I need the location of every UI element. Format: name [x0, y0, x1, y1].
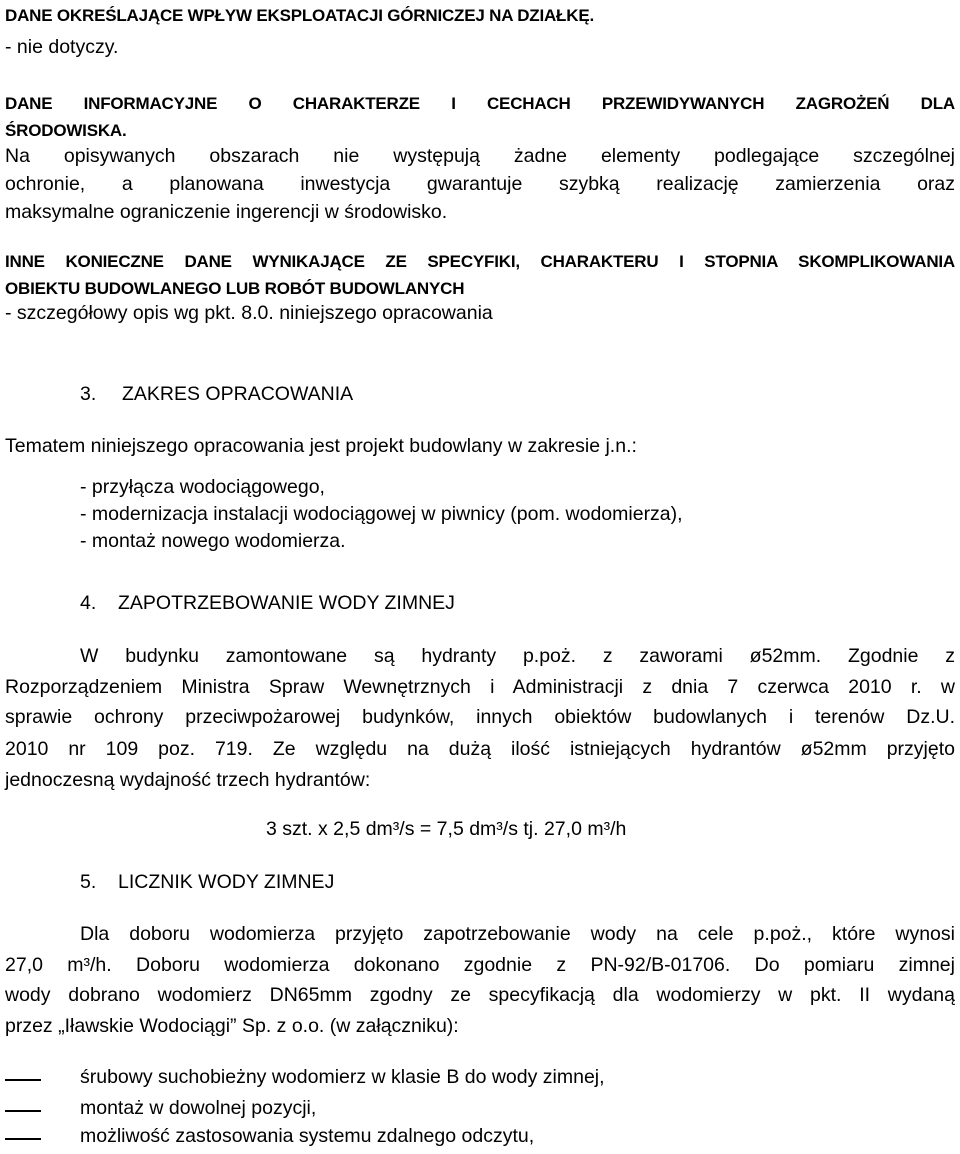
demand-line2: Rozporządzeniem Ministra Spraw Wewnętrznych i Administracji z dnia 7 czerwca 2010 r. w	[5, 676, 955, 698]
bullet-dash-icon	[5, 1138, 41, 1140]
mining-text: - nie dotyczy.	[5, 36, 119, 58]
scope-item: - przyłącza wodociągowego,	[80, 476, 325, 498]
demand-formula: 3 szt. x 2,5 dm³/s = 7,5 dm³/s tj. 27,0 m³/h	[266, 818, 627, 840]
scope-intro: Tematem niniejszego opracowania jest projekt budowlany w zakresie j.n.:	[5, 435, 637, 457]
hazards-heading-line2: ŚRODOWISKA.	[5, 121, 127, 140]
hazards-line2: ochronie, a planowana inwestycja gwarantuje szybką realizację zamierzenia oraz	[5, 173, 955, 195]
meter-bullet: możliwość zastosowania systemu zdalnego odczytu,	[80, 1125, 535, 1147]
section-4-title: ZAPOTRZEBOWANIE WODY ZIMNEJ	[118, 592, 455, 614]
meter-line2: 27,0 m³/h. Doboru wodomierza dokonano zgodnie z PN-92/B-01706. Do pomiaru zimnej	[5, 954, 955, 976]
other-text: - szczegółowy opis wg pkt. 8.0. niniejszego opracowania	[5, 302, 493, 324]
scope-item: - montaż nowego wodomierza.	[80, 530, 346, 552]
demand-line4: 2010 nr 109 poz. 719. Ze względu na dużą ilość istniejących hydrantów ø52mm przyjęto	[5, 738, 955, 760]
hazards-heading-line1: DANE INFORMACYJNE O CHARAKTERZE I CECHACH PRZEWIDYWANYCH ZAGROŻEŃ DLA	[5, 94, 955, 113]
meter-line1: Dla doboru wodomierza przyjęto zapotrzebowanie wody na cele p.poż., które wynosi	[80, 923, 955, 945]
section-3-number: 3.	[80, 383, 97, 405]
demand-line1: W budynku zamontowane są hydranty p.poż. z zaworami ø52mm. Zgodnie z	[80, 645, 955, 667]
demand-line3: sprawie ochrony przeciwpożarowej budynków, innych obiektów budowlanych i terenów Dz.U.	[5, 706, 955, 728]
section-4-number: 4.	[80, 592, 97, 614]
bullet-dash-icon	[5, 1079, 41, 1081]
meter-bullet: montaż w dowolnej pozycji,	[80, 1097, 317, 1119]
meter-line4: przez „Iławskie Wodociągi” Sp. z o.o. (w załączniku):	[5, 1015, 459, 1037]
section-3-title: ZAKRES OPRACOWANIA	[122, 383, 354, 405]
meter-line3: wody dobrano wodomierz DN65mm zgodny ze specyfikacją dla wodomierzy w pkt. II wydaną	[5, 984, 955, 1006]
other-heading-line1: INNE KONIECZNE DANE WYNIKAJĄCE ZE SPECYFIKI, CHARAKTERU I STOPNIA SKOMPLIKOWANIA	[5, 252, 955, 271]
other-heading-line2: OBIEKTU BUDOWLANEGO LUB ROBÓT BUDOWLANYCH	[5, 279, 465, 298]
meter-bullet: śrubowy suchobieżny wodomierz w klasie B do wody zimnej,	[80, 1066, 605, 1088]
section-5-title: LICZNIK WODY ZIMNEJ	[118, 871, 335, 893]
scope-item: - modernizacja instalacji wodociągowej w piwnicy (pom. wodomierza),	[80, 503, 683, 525]
section-5-number: 5.	[80, 871, 97, 893]
demand-line5: jednoczesną wydajność trzech hydrantów:	[5, 769, 371, 791]
bullet-dash-icon	[5, 1110, 41, 1112]
hazards-line1: Na opisywanych obszarach nie występują żadne elementy podlegające szczególnej	[5, 145, 955, 167]
hazards-line3: maksymalne ograniczenie ingerencji w środowisko.	[5, 201, 448, 223]
mining-heading: DANE OKREŚLAJĄCE WPŁYW EKSPLOATACJI GÓRNICZEJ NA DZIAŁKĘ.	[5, 6, 594, 25]
